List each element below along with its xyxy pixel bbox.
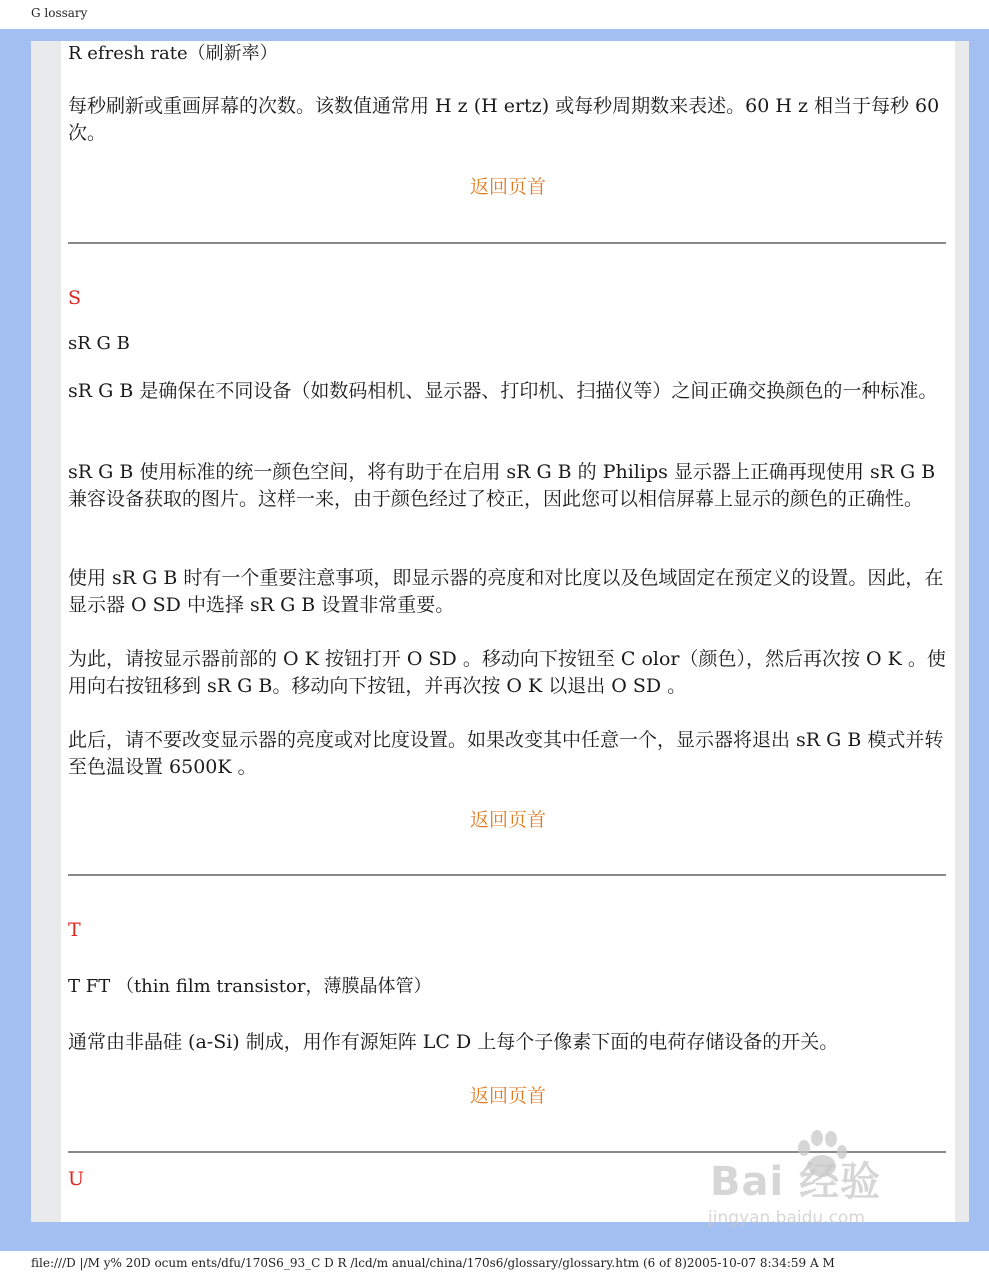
page-title: G lossary <box>31 6 88 20</box>
divider <box>68 874 946 876</box>
section-letter-u: U <box>68 1168 85 1190</box>
term-srgb: sR G B <box>68 333 130 354</box>
srgb-paragraph-3: 使用 sR G B 时有一个重要注意事项，即显示器的亮度和对比度以及色域固定在预定义的设置。因此，在显示器 O SD 中选择 sR G B 设置非常重要。 <box>68 567 944 616</box>
glossary-content <box>61 41 955 1222</box>
watermark-brand: Bai 经验 <box>710 1159 882 1205</box>
right-margin <box>955 41 969 1222</box>
back-to-top-link[interactable]: 返回页首 <box>469 809 546 831</box>
baidu-watermark <box>700 1130 940 1240</box>
term-refresh-rate: R efresh rate（刷新率） <box>68 43 278 64</box>
left-margin <box>31 41 61 1222</box>
refresh-rate-description: 每秒刷新或重画屏幕的次数。该数值通常用 H z (H ertz) 或每秒周期数来表述。60 H z 相当于每秒 60 次。 <box>68 95 940 144</box>
section-letter-s: S <box>68 287 82 309</box>
watermark-url: jingyan.baidu.com <box>708 1208 865 1228</box>
srgb-paragraph-1: sR G B 是确保在不同设备（如数码相机、显示器、打印机、扫描仪等）之间正确交换颜色的一种标准。 <box>68 380 938 402</box>
srgb-paragraph-5: 此后，请不要改变显示器的亮度或对比度设置。如果改变其中任意一个，显示器将退出 sR G B 模式并转至色温设置 6500K 。 <box>68 729 944 778</box>
back-to-top-link[interactable]: 返回页首 <box>469 176 546 198</box>
file-path-footer: file:///D |/M y% 20D ocum ents/dfu/170S6_93_C D R /lcd/m anual/china/170s6/glossary/glossary.htm (6 of 8)2005-10-07 8:34:59 A M <box>31 1256 835 1270</box>
srgb-paragraph-4: 为此，请按显示器前部的 O K 按钮打开 O SD 。移动向下按钮至 C olor（颜色），然后再次按 O K 。使用向右按钮移到 sR G B。移动向下按钮，并再次按 O K 以退出 O SD 。 <box>68 648 946 697</box>
term-tft: T FT （thin film transistor，薄膜晶体管） <box>68 976 432 997</box>
section-letter-t: T <box>68 919 81 941</box>
divider <box>68 242 946 244</box>
back-to-top-link[interactable]: 返回页首 <box>469 1085 546 1107</box>
tft-description: 通常由非晶硅 (a-Si) 制成，用作有源矩阵 LC D 上每个子像素下面的电荷存储设备的开关。 <box>68 1031 839 1053</box>
srgb-paragraph-2: sR G B 使用标准的统一颜色空间，将有助于在启用 sR G B 的 Philips 显示器上正确再现使用 sR G B 兼容设备获取的图片。这样一来，由于颜色经过了校正，因此您可以相信屏幕上显示的颜色的正确性。 <box>68 461 936 510</box>
